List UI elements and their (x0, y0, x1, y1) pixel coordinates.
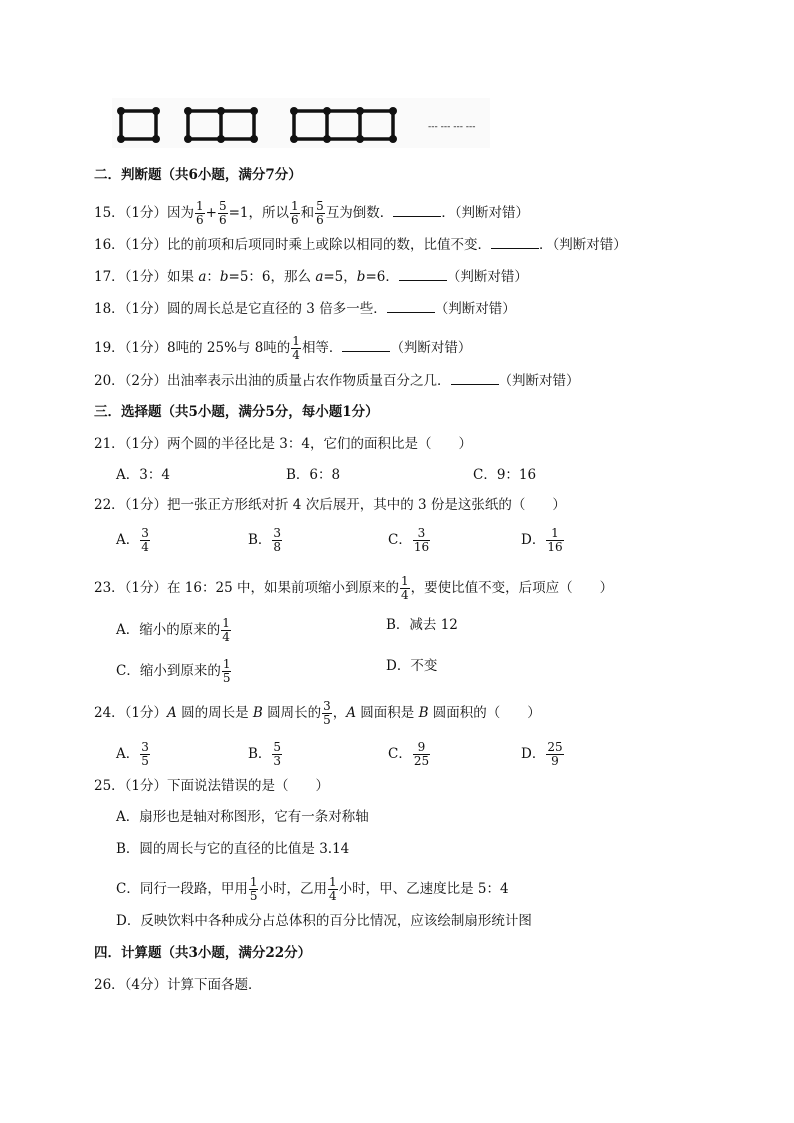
figure-continuation: --- --- --- --- (428, 122, 476, 132)
question-21: 21．（1分）两个圆的半径比是 3：4，它们的面积比是（ ） (94, 436, 472, 452)
q25-option-b[interactable]: B．圆的周长与它的直径的比值是 3.14 (116, 841, 350, 857)
q23-option-d[interactable]: D．不变 (386, 658, 438, 674)
q24-option-d[interactable]: D． $\frac{25}{9}$ (521, 740, 563, 768)
question-17: 17．（1分）如果 a：b=5：6，那么 a=5，b=6． （判断对错） (94, 269, 528, 285)
q22-option-c[interactable]: C． $\frac{3}{16}$ (388, 526, 430, 554)
answer-blank[interactable] (491, 237, 539, 249)
q21-option-b[interactable]: B．6：8 (286, 467, 341, 483)
question-23: 23．（1分）在 16：25 中，如果前项缩小到原来的 $\frac{1}{4}$ ，要使比值不变，后项应（ ） (94, 574, 614, 602)
question-16: 16．（1分）比的前项和后项同时乘上或除以相同的数，比值不变． ．（判断对错） (94, 237, 627, 253)
question-20: 20．（2分）出油率表示出油的质量占农作物质量百分之几． （判断对错） (94, 373, 580, 389)
q25-option-c[interactable]: C．同行一段路，甲用 $\frac{1}{5}$ 小时，乙用 $\frac{1}{4}$ 小时，甲、乙速度比是 5：4 (116, 875, 509, 903)
question-25: 25．（1分）下面说法错误的是（ ） (94, 778, 330, 794)
answer-blank[interactable] (399, 269, 447, 281)
answer-blank[interactable] (393, 205, 441, 217)
q22-option-d[interactable]: D． $\frac{1}{16}$ (521, 526, 563, 554)
q24-option-c[interactable]: C． $\frac{9}{25}$ (388, 740, 430, 768)
q22-option-b[interactable]: B． $\frac{3}{8}$ (248, 526, 282, 554)
question-15: 15．（1分）因为 $\frac{1}{6}$ + $\frac{5}{6}$ =1，所以 $\frac{1}{6}$ 和 $\frac{5}{6}$ 互为倒数． ．（判断对错） (94, 199, 530, 227)
section-2-title: 二．判断题（共6小题，满分7分） (94, 167, 302, 183)
q23-option-b[interactable]: B．减去 12 (386, 617, 458, 633)
answer-blank[interactable] (387, 301, 435, 313)
answer-blank[interactable] (342, 340, 390, 352)
question-18: 18．（1分）圆的周长总是它直径的 3 倍多一些． （判断对错） (94, 301, 516, 317)
q22-option-a[interactable]: A． $\frac{3}{4}$ (116, 526, 149, 554)
q24-option-a[interactable]: A． $\frac{3}{5}$ (116, 740, 149, 768)
q23-option-a[interactable]: A．缩小的原来的 $\frac{1}{4}$ (116, 616, 230, 644)
matchstick-squares-figure (0, 0, 794, 160)
question-26: 26．（4分）计算下面各题． (94, 977, 262, 993)
question-19: 19．（1分）8吨的 25%与 8吨的 $\frac{1}{4}$ 相等． （判断对错） (94, 334, 472, 362)
question-24: 24．（1分）A 圆的周长是 B 圆周长的 $\frac{3}{5}$ ，A 圆面积是 B 圆面积的（ ） (94, 699, 541, 727)
q21-option-c[interactable]: C．9：16 (473, 467, 537, 483)
q25-option-d[interactable]: D．反映饮料中各种成分占总体积的百分比情况，应该绘制扇形统计图 (116, 913, 532, 929)
q24-option-b[interactable]: B． $\frac{5}{3}$ (248, 740, 282, 768)
q21-option-a[interactable]: A．3：4 (116, 467, 170, 483)
section-3-title: 三．选择题（共5小题，满分5分，每小题1分） (94, 404, 379, 420)
question-22: 22．（1分）把一张正方形纸对折 4 次后展开，其中的 3 份是这张纸的（ ） (94, 497, 566, 513)
answer-blank[interactable] (451, 373, 499, 385)
q25-option-a[interactable]: A．扇形也是轴对称图形，它有一条对称轴 (116, 809, 369, 825)
q23-option-c[interactable]: C．缩小到原来的 $\frac{1}{5}$ (116, 657, 231, 685)
section-4-title: 四．计算题（共3小题，满分22分） (94, 945, 312, 961)
